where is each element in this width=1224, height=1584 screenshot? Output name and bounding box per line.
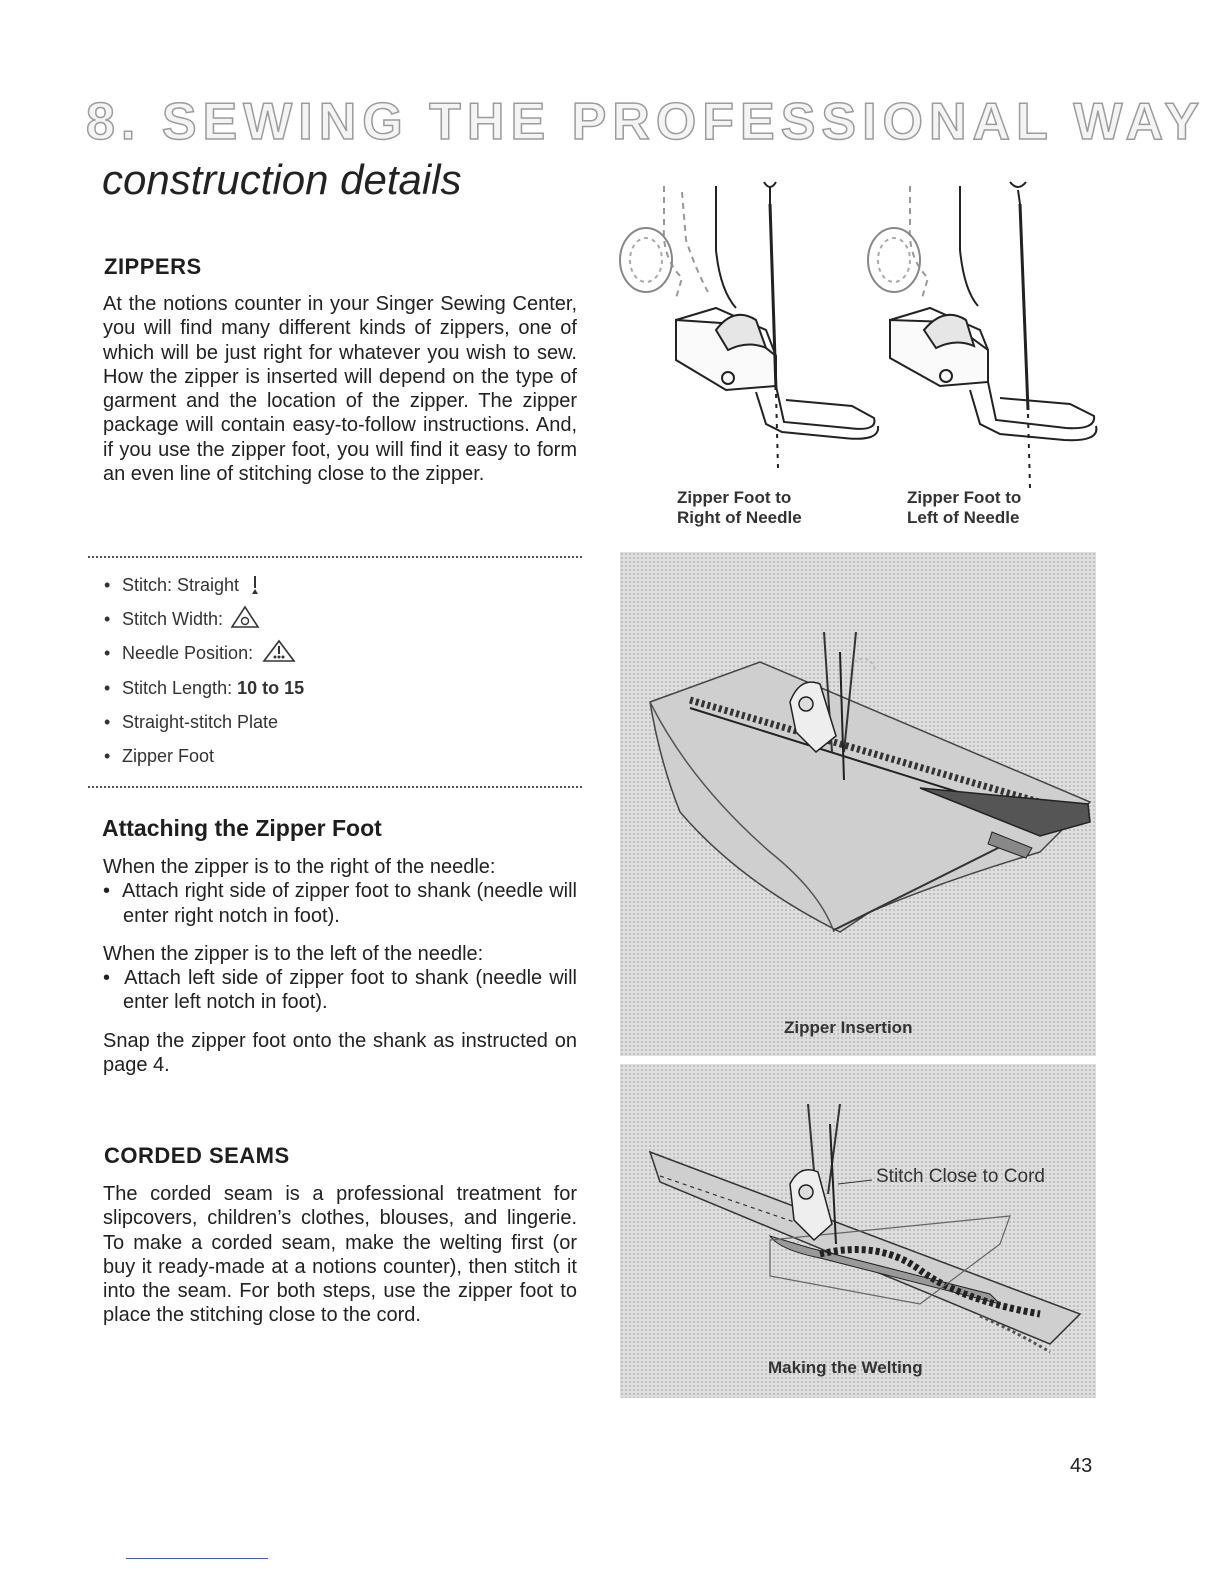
needle-position-dial-icon	[262, 639, 296, 663]
setting-needle-label: Needle Position:	[122, 643, 254, 664]
setting-width-label: Stitch Width:	[122, 609, 224, 630]
foot-left-caption	[907, 488, 1021, 528]
corded-heading: CORDED SEAMS	[104, 1143, 290, 1168]
foot-left-caption-line2: Left of Needle	[907, 508, 1020, 527]
page-number: 43	[1070, 1455, 1093, 1477]
welting-illustration	[620, 1064, 1096, 1398]
attaching-left-step: • Attach left side of zipper foot to shank (needle will enter left notch in foot).	[103, 967, 577, 1014]
setting-width: • Stitch Width:	[104, 602, 574, 636]
setting-length-value: 10 to 15	[237, 677, 305, 698]
foot-left-caption-line1: Zipper Foot to	[907, 488, 1022, 507]
settings-top-rule	[88, 556, 582, 558]
zipper-insertion-caption: Zipper Insertion	[784, 1018, 913, 1037]
attaching-instructions	[103, 855, 577, 1077]
setting-length-label: Stitch Length:	[122, 677, 233, 698]
attaching-right-intro: When the zipper is to the right of the needle:	[103, 856, 496, 878]
foot-right-caption-line1: Zipper Foot to	[677, 488, 792, 507]
welting-caption: Making the Welting	[768, 1358, 923, 1377]
setting-foot-label: Zipper Foot	[122, 745, 215, 766]
zippers-paragraph: At the notions counter in your Singer Sewing Center, you will find many different kinds of zippers, one of which will be just right for whatever you wish to sew. How the zipper is inserted will depend on the type of garment and the location of the zipper. The zipper package will contain easy-to-follow instructions. And, if you use the zipper foot, you will find it easy to form an even line of stitching close to the zipper.	[103, 293, 577, 486]
setting-length: • Stitch Length: 10 to 15	[104, 677, 305, 698]
straight-stitch-icon	[250, 574, 260, 596]
setting-needle: • Needle Position:	[104, 636, 574, 670]
attaching-right-step-text: Attach right side of zipper foot to shank (needle will enter right notch in foot).	[121, 880, 577, 927]
settings-bottom-rule	[88, 786, 582, 788]
attaching-heading: Attaching the Zipper Foot	[102, 815, 382, 841]
settings-list	[104, 568, 574, 773]
attaching-snap-text: Snap the zipper foot onto the shank as instructed on page 4.	[103, 1029, 577, 1077]
zipper-insertion-illustration	[620, 552, 1096, 1056]
foot-right-caption	[677, 488, 802, 528]
page-title: construction details	[102, 156, 462, 203]
welting-annotation: Stitch Close to Cord	[876, 1166, 1045, 1187]
zipper-insertion-panel	[620, 552, 1096, 1056]
setting-stitch: • Stitch: Straight	[104, 568, 574, 602]
setting-plate: • Straight-stitch Plate	[104, 711, 279, 732]
attaching-left-step-text: Attach left side of zipper foot to shank (needle will enter left notch in foot).	[123, 967, 577, 1014]
section-header: 8. SEWING THE PROFESSIONAL WAY	[86, 93, 1206, 151]
zipper-foot-right-figure	[616, 180, 888, 470]
zippers-heading: ZIPPERS	[104, 254, 202, 279]
attaching-left-intro: When the zipper is to the left of the needle:	[103, 942, 484, 965]
welting-panel	[620, 1064, 1096, 1398]
zipper-foot-left-figure	[860, 180, 1112, 490]
setting-plate-label: Straight-stitch Plate	[122, 711, 279, 732]
corded-paragraph: The corded seam is a professional treatment for slipcovers, children’s clothes, blouses, and lingerie. To make a corded seam, make the welting first (or buy it ready-made at a notions counter), then stitch it into the seam. For both steps, use the zipper foot to place the stitching close to the cord.	[103, 1183, 577, 1327]
footer-line	[126, 1558, 268, 1559]
setting-stitch-label: Stitch: Straight	[122, 575, 240, 595]
attaching-right-step: • Attach right side of zipper foot to shank (needle will enter right notch in foot).	[103, 880, 577, 927]
foot-right-caption-line2: Right of Needle	[677, 508, 802, 527]
stitch-width-dial-icon	[230, 605, 260, 629]
setting-foot: • Zipper Foot	[104, 745, 215, 766]
